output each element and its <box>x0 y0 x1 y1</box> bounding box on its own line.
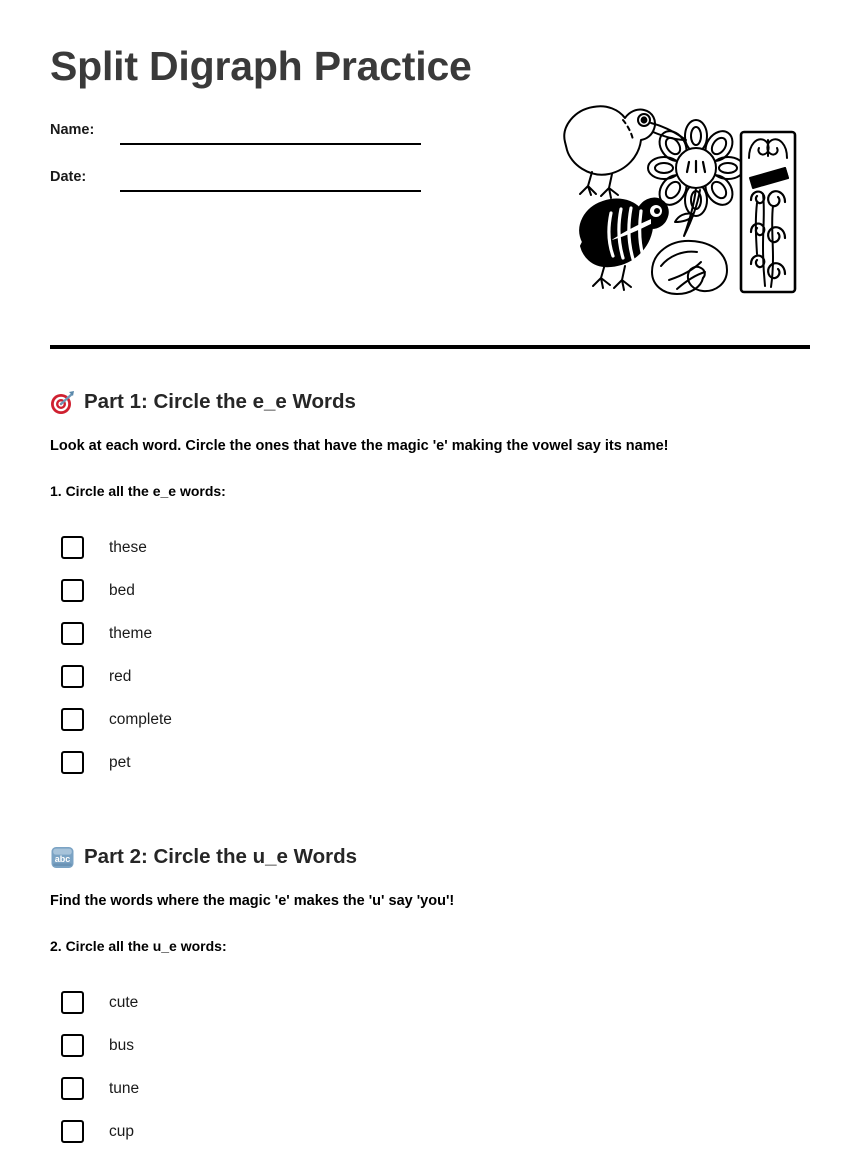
word-label: bus <box>109 1036 134 1054</box>
list-item[interactable] <box>50 741 810 784</box>
checkbox[interactable] <box>61 1120 84 1143</box>
header-divider <box>50 345 810 349</box>
section-2-heading-text: Part 2: Circle the u_e Words <box>84 845 358 868</box>
date-field-label: Date: <box>50 169 87 185</box>
word-label: pet <box>109 753 131 771</box>
kiwi-flower-koru-carving-line-art <box>545 82 810 297</box>
word-label: cute <box>109 993 139 1011</box>
section-2-word-list <box>50 981 810 1153</box>
svg-text:abc: abc <box>54 853 71 864</box>
list-item[interactable] <box>50 1024 810 1067</box>
word-label: red <box>109 667 132 685</box>
checkbox[interactable] <box>61 1034 84 1057</box>
checkbox[interactable] <box>61 991 84 1014</box>
word-label: theme <box>109 624 153 642</box>
word-label: these <box>109 538 147 556</box>
section-1-heading-text: Part 1: Circle the e_e Words <box>84 390 356 413</box>
section-1-heading <box>50 388 810 416</box>
word-label: cup <box>109 1122 134 1140</box>
list-item[interactable] <box>50 981 810 1024</box>
word-label: bed <box>109 581 135 599</box>
word-label: complete <box>109 710 172 728</box>
direct-hit-target-icon <box>50 390 75 415</box>
worksheet-header <box>50 43 520 185</box>
page-title: Split Digraph Practice <box>50 43 472 89</box>
name-field-label: Name: <box>50 122 95 138</box>
section-2-instruction: Find the words where the magic 'e' makes the 'u' say 'you'! <box>50 893 455 909</box>
checkbox[interactable] <box>61 708 84 731</box>
kiwi-outline-icon <box>564 106 686 198</box>
section-1-instruction: Look at each word. Circle the ones that have the magic 'e' making the vowel say its name! <box>50 438 669 454</box>
section-1-prompt: 1. Circle all the e_e words: <box>50 483 226 499</box>
section-2-prompt: 2. Circle all the u_e words: <box>50 938 227 954</box>
list-item[interactable] <box>50 1067 810 1110</box>
section-1-word-list <box>50 526 810 784</box>
kiwi-striped-icon <box>580 198 668 290</box>
list-item[interactable] <box>50 655 810 698</box>
section-part-2 <box>50 843 810 1153</box>
list-item[interactable] <box>50 1110 810 1153</box>
list-item[interactable] <box>50 698 810 741</box>
checkbox[interactable] <box>61 665 84 688</box>
date-field-row <box>50 168 480 198</box>
word-label: tune <box>109 1079 140 1097</box>
abc-input-symbol-icon <box>50 845 75 870</box>
list-item[interactable] <box>50 612 810 655</box>
maori-carved-panel-icon <box>741 132 795 292</box>
section-2-heading <box>50 843 810 871</box>
checkbox[interactable] <box>61 536 84 559</box>
checkbox[interactable] <box>61 579 84 602</box>
name-field-line[interactable] <box>120 143 421 145</box>
list-item[interactable] <box>50 526 810 569</box>
date-field-line[interactable] <box>120 190 421 192</box>
section-part-1 <box>50 388 810 784</box>
name-field-row <box>50 121 480 151</box>
checkbox[interactable] <box>61 1077 84 1100</box>
checkbox[interactable] <box>61 622 84 645</box>
koru-spiral-icon <box>652 241 727 294</box>
list-item[interactable] <box>50 569 810 612</box>
checkbox[interactable] <box>61 751 84 774</box>
